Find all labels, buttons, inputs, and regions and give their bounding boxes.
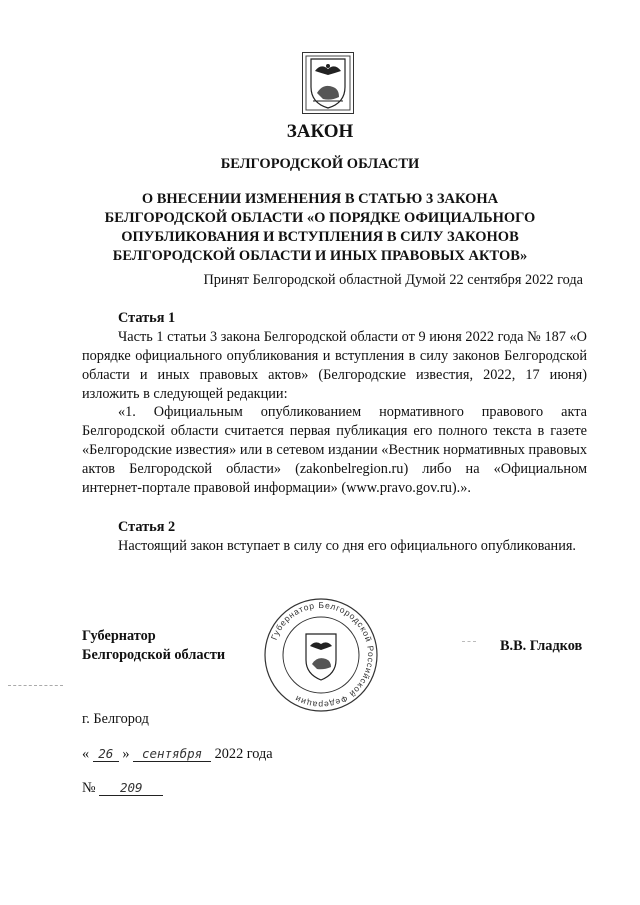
law-title-line: БЕЛГОРОДСКОЙ ОБЛАСТИ И ИНЫХ ПРАВОВЫХ АКТОВ» <box>112 248 528 264</box>
number-label: № <box>82 780 96 796</box>
document-type-heading: ЗАКОН <box>286 121 354 142</box>
signing-date <box>82 746 273 763</box>
article-1-heading: Статья 1 <box>118 310 176 326</box>
adoption-note: Принят Белгородской областной Думой 22 сентября 2022 года <box>203 272 583 288</box>
signatory-title-line: Губернатор <box>82 628 156 644</box>
coat-of-arms-emblem <box>302 52 354 114</box>
scan-mark <box>462 641 476 642</box>
date-day: 26 <box>93 746 119 762</box>
signatory-name: В.В. Гладков <box>500 638 583 654</box>
svg-text:Губернатор Белгородской Россий: Губернатор Белгородской Российской Федерации <box>268 599 377 711</box>
number-value: 209 <box>99 780 163 796</box>
signatory-title <box>82 627 225 665</box>
date-quote-open: « <box>82 746 90 762</box>
article-1-amendment-text: «1. Официальным опубликованием нормативного правового акта Белгородской области считается первая публикация его полного текста в газете «Белгородские известия» или в сетевом издании «Вестник нормативных правовых актов Белгородской области» (zakonbelregion.ru) либо на «Официальном интернет-портале правовой информации» (www.pravo.gov.ru).». <box>82 404 587 496</box>
law-title-line: ОПУБЛИКОВАНИЯ И ВСТУПЛЕНИЯ В СИЛУ ЗАКОНОВ <box>121 229 519 245</box>
city: г. Белгород <box>82 711 149 727</box>
law-title <box>0 190 640 266</box>
article-1-paragraph: Часть 1 статьи 3 закона Белгородской области от 9 июня 2022 года № 187 «О порядке официального опубликования и вступления в силу законов Белгородской области и иных правовых актов» (Белгородские известия, 2022, 17 июня) изложить в следующей редакции: <box>82 329 587 402</box>
date-year: 2022 года <box>214 746 273 762</box>
date-month: сентября <box>133 746 211 762</box>
scan-mark <box>8 685 63 686</box>
date-quote-close: » <box>122 746 130 762</box>
signatory-title-line: Белгородской области <box>82 647 226 663</box>
law-title-line: БЕЛГОРОДСКОЙ ОБЛАСТИ «О ПОРЯДКЕ ОФИЦИАЛЬНОГО <box>104 210 536 226</box>
article-2-paragraph: Настоящий закон вступает в силу со дня его официального опубликования. <box>118 538 576 554</box>
region-heading: БЕЛГОРОДСКОЙ ОБЛАСТИ <box>220 156 420 172</box>
official-seal <box>262 596 380 714</box>
article-2-heading: Статья 2 <box>118 519 176 535</box>
law-title-line: О ВНЕСЕНИИ ИЗМЕНЕНИЯ В СТАТЬЮ 3 ЗАКОНА <box>141 191 499 207</box>
law-number <box>82 780 163 797</box>
